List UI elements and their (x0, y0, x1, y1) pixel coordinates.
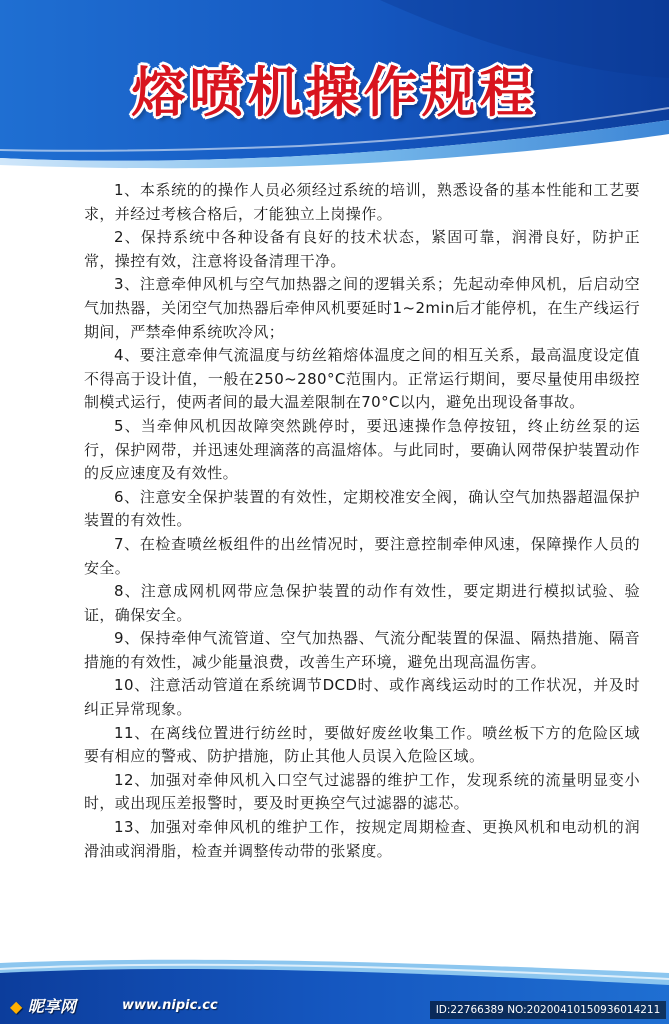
rule-item-5: 5、当牵伸风机因故障突然跳停时，要迅速操作急停按钮，终止纺丝泵的运行，保护网带，并迅速处理滴落的高温熔体。与此同时，要确认网带保护装置动作的反应速度及有效性。 (84, 416, 640, 483)
watermark-logo: ◆ 昵享网 (10, 997, 76, 1016)
rule-item-1: 1、本系统的的操作人员必须经过系统的培训，熟悉设备的基本性能和工艺要求，并经过考核合格后，才能独立上岗操作。 (84, 181, 640, 223)
rule-item-3: 3、注意牵伸风机与空气加热器之间的逻辑关系；先起动牵伸风机，后启动空气加热器，关闭空气加热器后牵伸风机要延时1~2min后才能停机，在生产线运行期间，严禁牵伸系统吹冷风； (84, 275, 640, 341)
page-title: 熔喷机操作规程 (131, 61, 538, 124)
rule-item-12: 12、加强对牵伸风机入口空气过滤器的维护工作，发现系统的流量明显变小时，或出现压差报警时，要及时更换空气过滤器的滤芯。 (84, 770, 640, 813)
rule-item-6: 6、注意安全保护装置的有效性，定期校准安全阀，确认空气加热器超温保护装置的有效性。 (84, 487, 640, 530)
rule-item-8: 8、注意成网机网带应急保护装置的动作有效性，要定期进行模拟试验、验证，确保安全。 (84, 582, 640, 624)
rule-item-13: 13、加强对牵伸风机的维护工作，按规定周期检查、更换风机和电动机的润滑油或润滑脂，检查并调整传动带的张紧度。 (84, 818, 640, 860)
rule-item-11: 11、在离线位置进行纺丝时，要做好废丝收集工作。喷丝板下方的危险区域要有相应的警戒、防护措施，防止其他人员误入危险区域。 (84, 723, 640, 766)
fish-icon: ◆ (10, 997, 23, 1016)
rule-item-2: 2、保持系统中各种设备有良好的技术状态，紧固可靠，润滑良好，防护正常，操控有效，注意将设备清理干净。 (84, 228, 640, 270)
rule-item-10: 10、注意活动管道在系统调节DCD时、或作离线运动时的工作状况，并及时纠正异常现象。 (84, 676, 640, 719)
rule-item-4: 4、要注意牵伸气流温度与纺丝箱熔体温度之间的相互关系，最高温度设定值不得高于设计值，一般在250~280°C范围内。正常运行期间，要尽量使用串级控制模式运行，使两者间的最大温差限制在70°C以内，避免出现设备事故。 (84, 346, 640, 412)
rule-item-7: 7、在检查喷丝板组件的出丝情况时，要注意控制牵伸风速，保障操作人员的安全。 (84, 534, 640, 577)
rules-list (84, 179, 640, 863)
watermark-id: ID:22766389 NO:20200410150936014211 (430, 1001, 666, 1019)
watermark-url: www.nipic.cc (122, 998, 218, 1013)
rule-item-9: 9、保持牵伸气流管道、空气加热器、气流分配装置的保温、隔热措施、隔音措施的有效性，减少能量浪费，改善生产环境，避免出现高温伤害。 (84, 629, 640, 671)
